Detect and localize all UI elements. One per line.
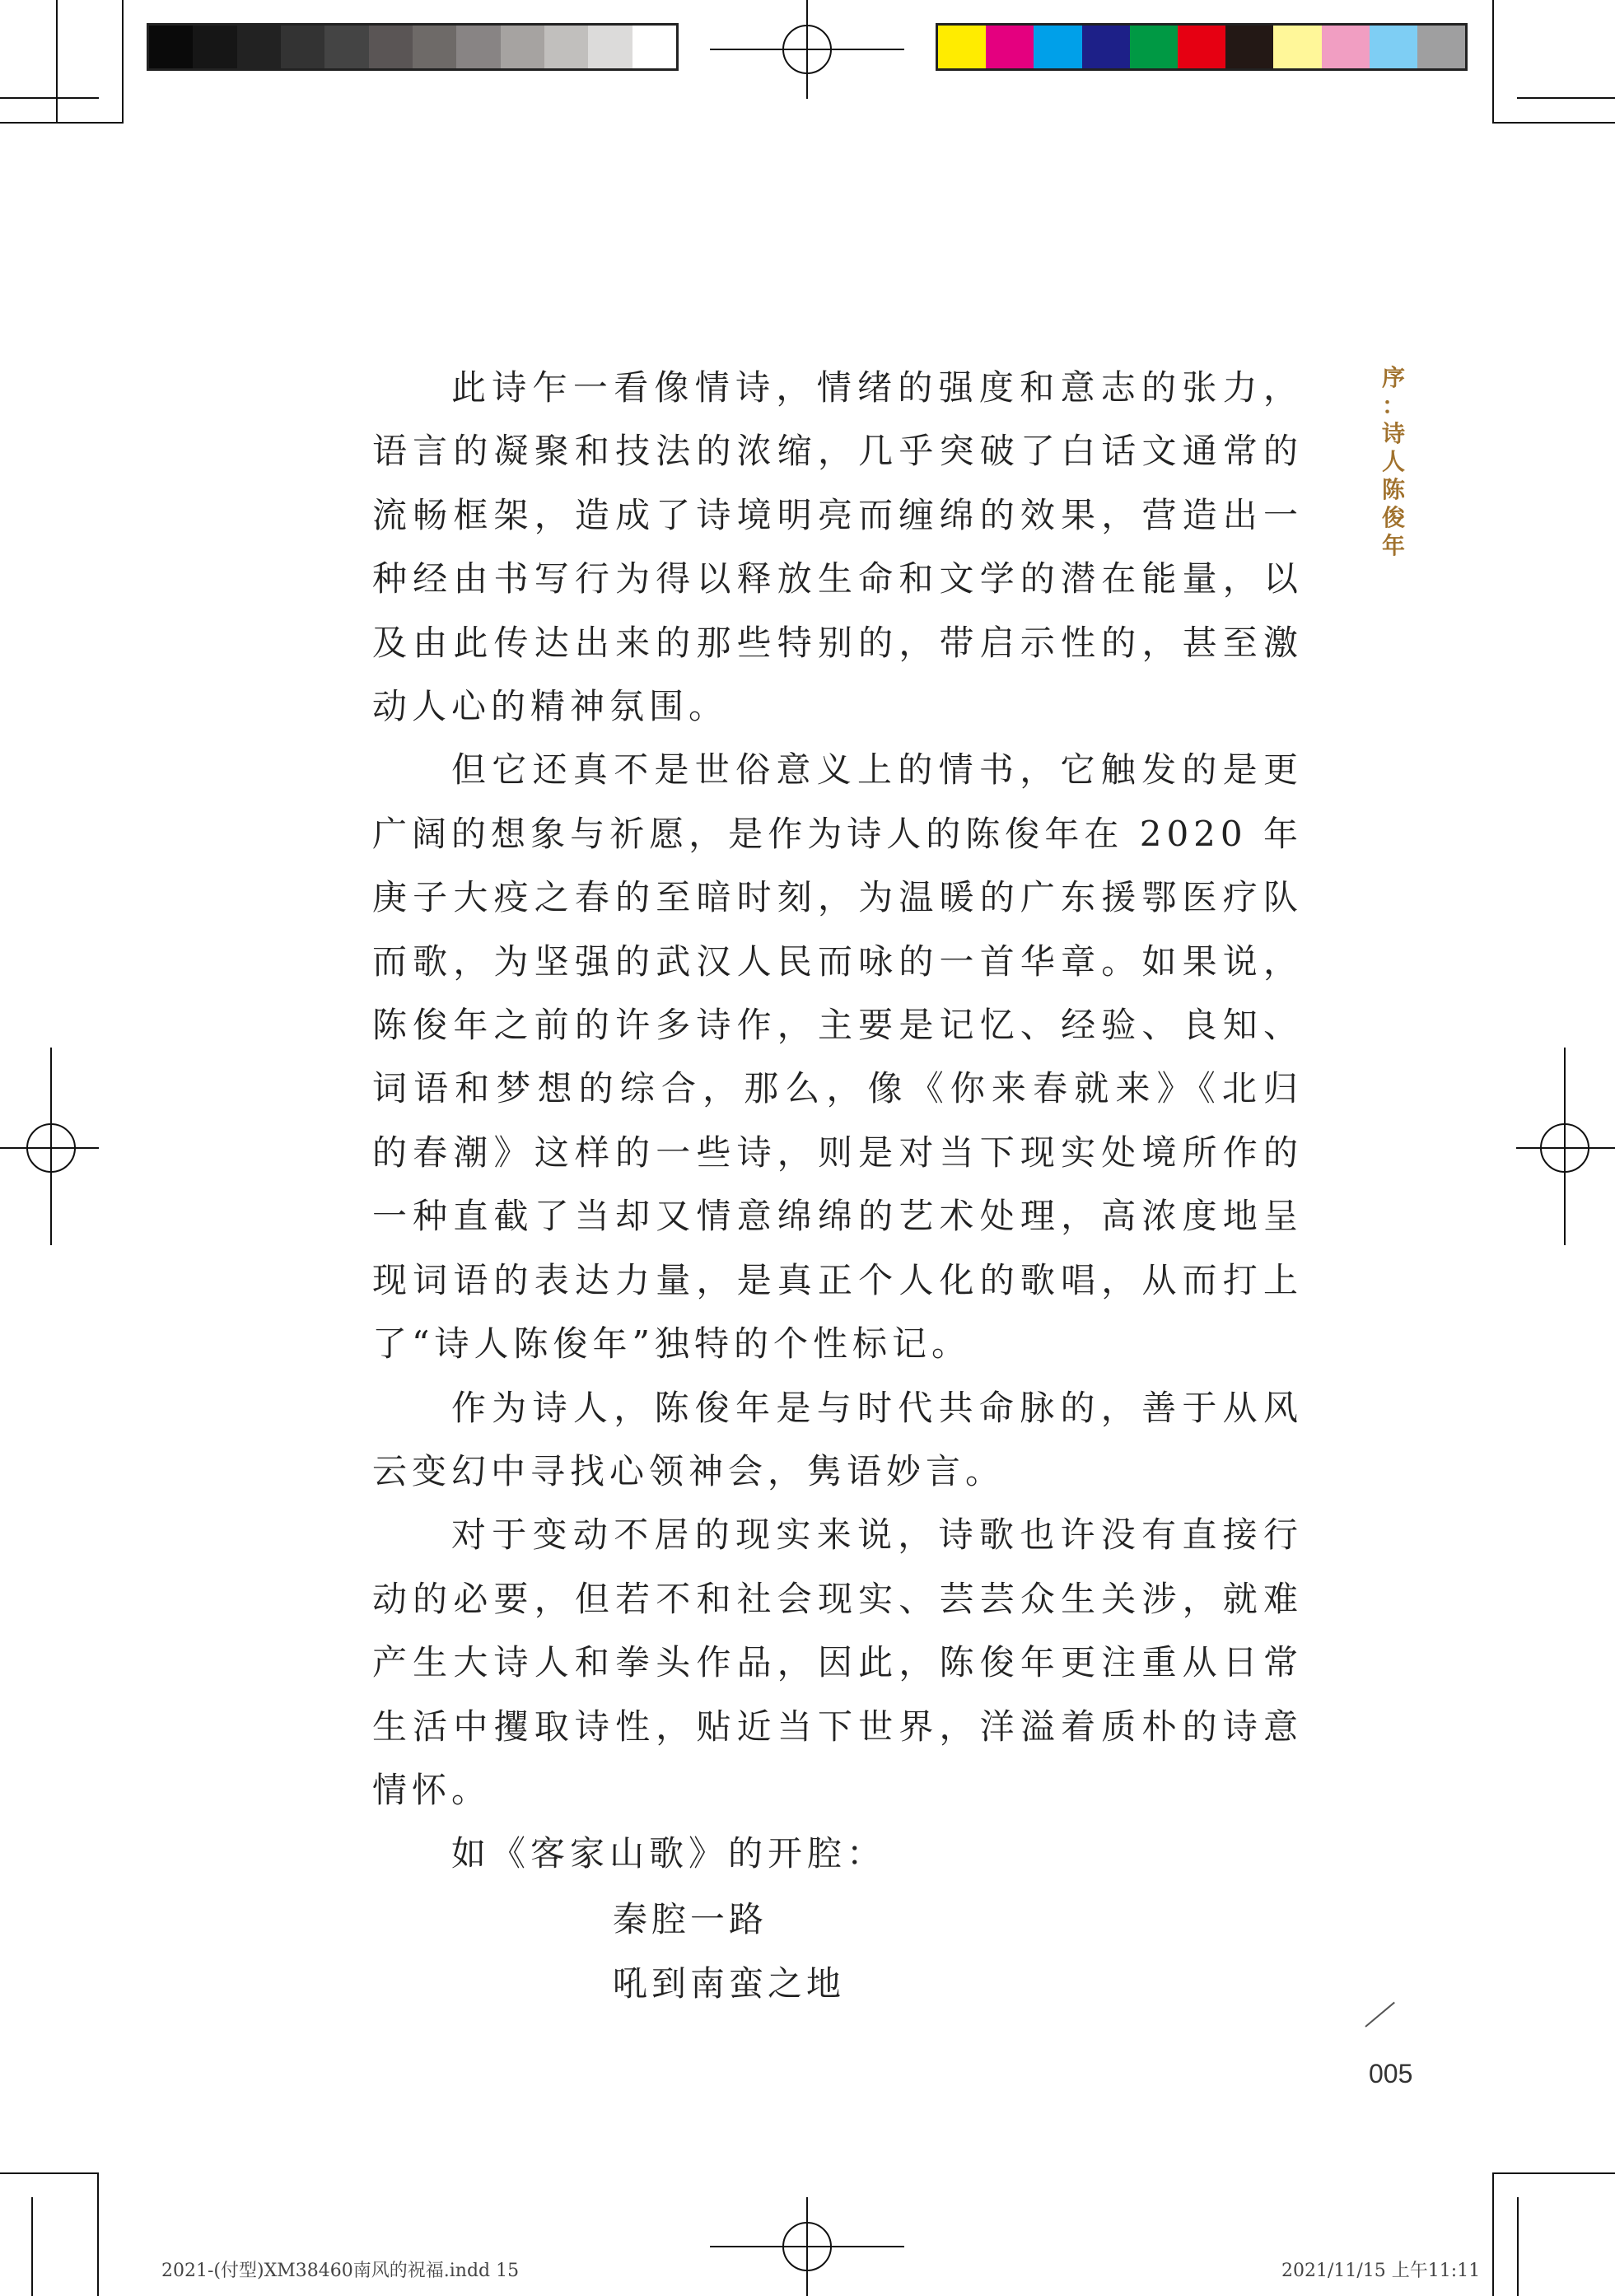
color-swatch bbox=[281, 26, 324, 68]
color-swatch bbox=[1322, 26, 1370, 68]
crop-mark bbox=[0, 97, 99, 99]
page-number: 005 bbox=[1369, 2059, 1413, 2088]
color-swatch bbox=[632, 26, 676, 68]
footer-timestamp: 2021/11/15 上午11:11 bbox=[1281, 2261, 1481, 2281]
color-swatch bbox=[1273, 26, 1321, 68]
running-header-char: ： bbox=[1381, 392, 1405, 419]
color-swatch bbox=[544, 26, 588, 68]
page-number-slash bbox=[1365, 2002, 1395, 2028]
body-text bbox=[372, 356, 1303, 1886]
running-header-char: 序 bbox=[1381, 364, 1405, 391]
color-swatch bbox=[1130, 26, 1178, 68]
color-swatch bbox=[1082, 26, 1130, 68]
color-swatch bbox=[456, 26, 500, 68]
color-swatch bbox=[1034, 26, 1081, 68]
crop-mark bbox=[1517, 97, 1615, 99]
running-header bbox=[1377, 364, 1410, 560]
poem-line: 秦腔一路 bbox=[613, 1899, 768, 1939]
poem-excerpt bbox=[613, 1888, 845, 2016]
color-swatch bbox=[413, 26, 456, 68]
crop-mark bbox=[1517, 2197, 1519, 2296]
crop-mark bbox=[1492, 2172, 1615, 2174]
paragraph: 此诗乍一看像情诗，情绪的强度和意志的张力，语言的凝聚和技法的浓缩，几乎突破了白话文通常的流畅框架，造成了诗境明亮而缠绵的效果，营造出一种经由书写行为得以释放生命和文学的潜在能量，以及由此传达出来的那些特别的，带启示性的，甚至激动人心的精神氛围。 bbox=[372, 367, 1303, 727]
color-swatch bbox=[501, 26, 544, 68]
color-swatch bbox=[1178, 26, 1225, 68]
cmyk-color-bar bbox=[936, 23, 1468, 71]
crop-mark bbox=[56, 0, 58, 124]
crop-mark bbox=[97, 2172, 99, 2296]
footer-file-info: 2021-(付型)XM38460南风的祝福.indd 15 bbox=[161, 2261, 520, 2281]
running-header-char: 年 bbox=[1381, 532, 1405, 559]
color-swatch bbox=[1225, 26, 1273, 68]
color-swatch bbox=[369, 26, 413, 68]
color-swatch bbox=[588, 26, 632, 68]
crop-mark bbox=[122, 0, 124, 124]
running-header-char: 人 bbox=[1381, 448, 1405, 475]
crop-mark bbox=[31, 2197, 33, 2296]
color-swatch bbox=[986, 26, 1034, 68]
running-header-char: 诗 bbox=[1381, 420, 1405, 447]
paragraph: 但它还真不是世俗意义上的情书，它触发的是更广阔的想象与祈愿，是作为诗人的陈俊年在 2020 年庚子大疫之春的至暗时刻，为温暖的广东援鄂医疗队而歌，为坚强的武汉人民而咏的一首华章。如果说，陈俊年之前的许多诗作，主要是记忆、经验、良知、词语和梦想的综合，那么，像《你来春就来》《北归的春潮》这样的一些诗，则是对当下现实处境所作的一种直截了当却又情意绵绵的艺术处理，高浓度地呈现词语的表达力量，是真正个人化的歌唱，从而打上了“诗人陈俊年”独特的个性标记。 bbox=[372, 749, 1303, 1365]
crop-mark bbox=[0, 2172, 99, 2174]
crop-mark bbox=[1492, 122, 1615, 124]
poem-line: 吼到南蛮之地 bbox=[613, 1963, 846, 2004]
crop-mark bbox=[1492, 0, 1494, 124]
color-swatch bbox=[1370, 26, 1417, 68]
color-swatch bbox=[237, 26, 281, 68]
running-header-char: 俊 bbox=[1381, 504, 1405, 531]
grayscale-color-bar bbox=[147, 23, 679, 71]
paragraph: 对于变动不居的现实来说，诗歌也许没有直接行动的必要，但若不和社会现实、芸芸众生关涉，就难产生大诗人和拳头作品，因此，陈俊年更注重从日常生活中攫取诗性，贴近当下世界，洋溢着质朴的诗意情怀。 bbox=[372, 1514, 1303, 1810]
color-swatch bbox=[193, 26, 236, 68]
crop-mark bbox=[0, 122, 124, 124]
paragraph: 作为诗人，陈俊年是与时代共命脉的，善于从风云变幻中寻找心领神会，隽语妙言。 bbox=[372, 1387, 1303, 1491]
color-swatch bbox=[1417, 26, 1465, 68]
color-swatch bbox=[149, 26, 193, 68]
color-swatch bbox=[324, 26, 368, 68]
crop-mark bbox=[1492, 2172, 1494, 2296]
paragraph: 如《客家山歌》的开腔： bbox=[451, 1833, 887, 1874]
color-swatch bbox=[938, 26, 986, 68]
running-header-char: 陈 bbox=[1381, 476, 1405, 503]
